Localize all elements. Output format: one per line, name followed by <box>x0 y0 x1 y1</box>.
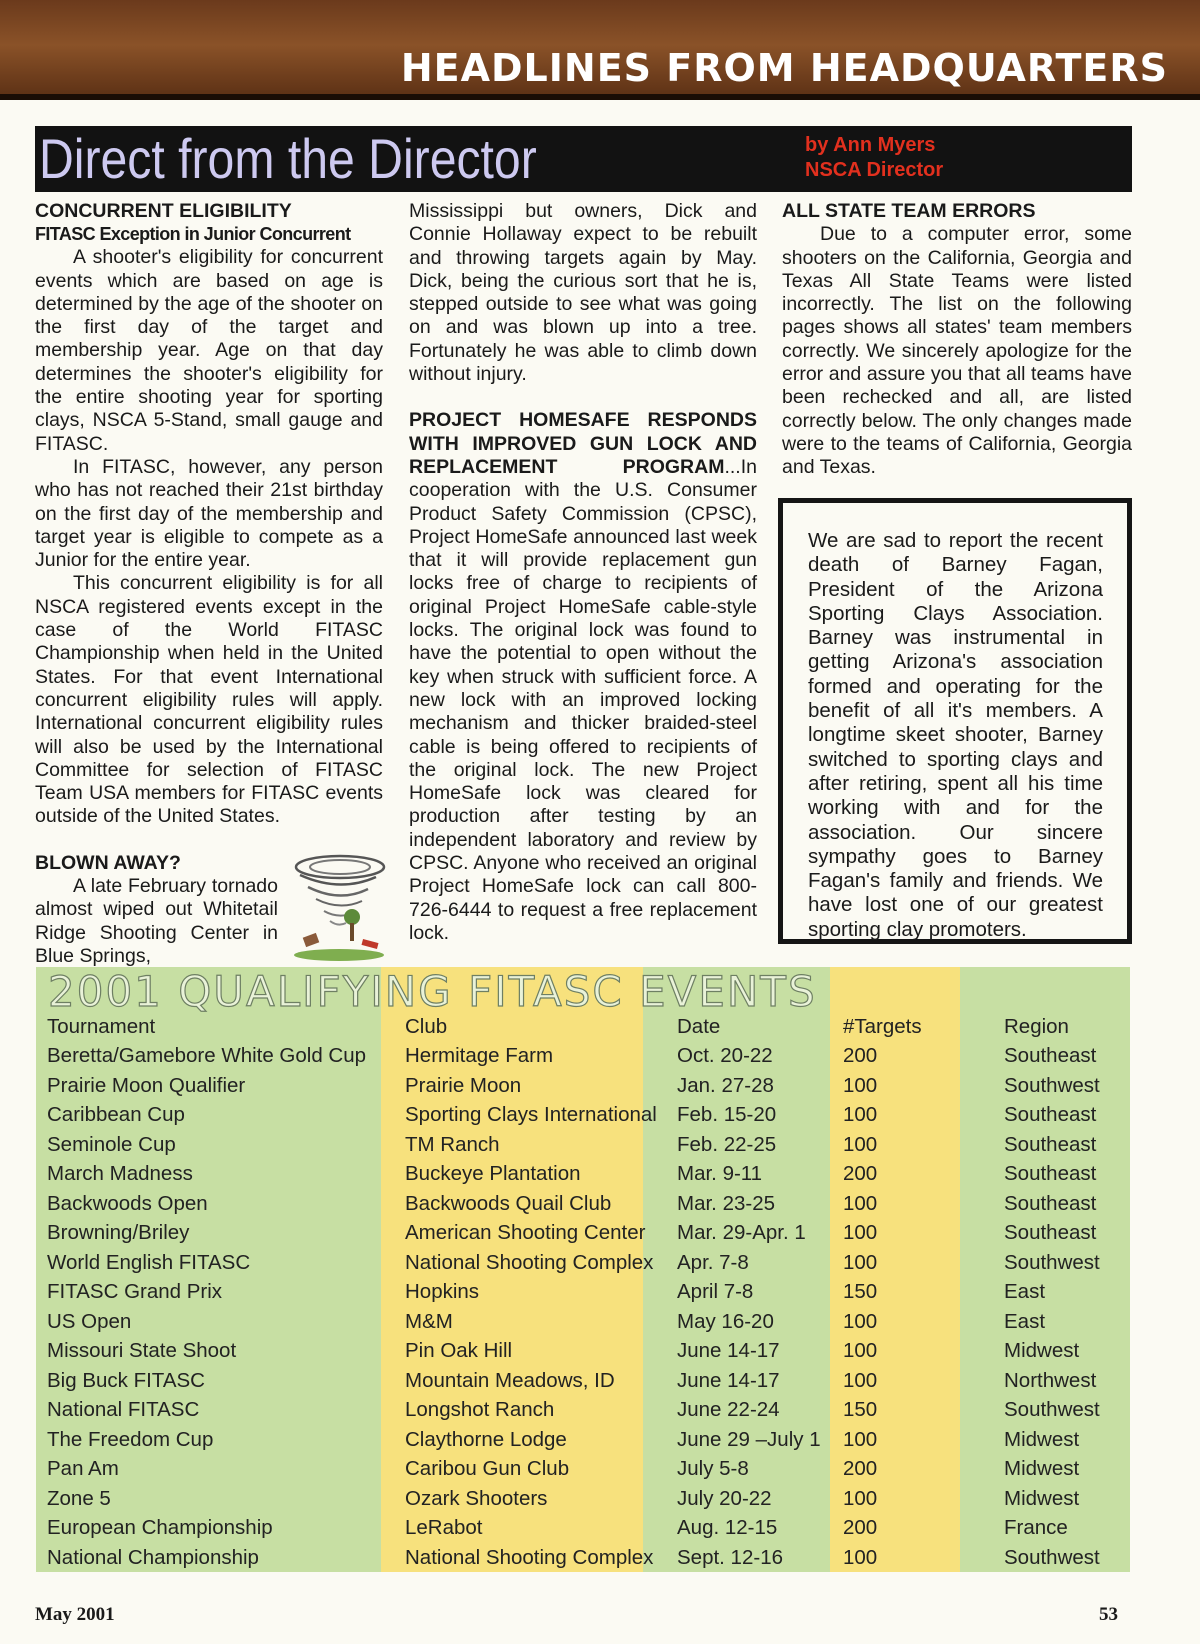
event-targets: 200 <box>843 1162 878 1185</box>
section-header: HEADLINES FROM HEADQUARTERS <box>400 46 1168 90</box>
event-date: Jan. 27-28 <box>677 1073 774 1097</box>
column-1 <box>35 200 383 968</box>
event-region: Southwest <box>1004 1250 1100 1274</box>
event-tournament: Beretta/Gamebore White Gold Cup <box>47 1044 367 1067</box>
event-tournament: National FITASC <box>47 1398 200 1421</box>
header-region: Region <box>1004 1015 1069 1038</box>
event-club: Prairie Moon <box>405 1073 522 1097</box>
event-club: Hermitage Farm <box>405 1044 554 1067</box>
event-region: Southeast <box>1004 1132 1097 1156</box>
event-row <box>36 1454 1130 1483</box>
homesafe-body: In cooperation with the U.S. Consumer Product Safety Commission (CPSC), Project HomeSafe announced last week that it will provide replacement gun locks free of charge to recipients of original Project HomeSafe cable-style locks. The original lock was found to have the potential to open without the key when struck with sufficient force. A new lock with an improved locking mechanism and thicker braided-steel cable is being offered to recipients of the original lock. The new Project HomeSafe lock was cleared for production after testing by an independent laboratory and review by CPSC. Anyone who received an original Project HomeSafe lock can call 800-726-6444 to request a free replacement lock. <box>409 455 757 944</box>
event-club: LeRabot <box>405 1516 483 1539</box>
event-row <box>36 1248 1130 1277</box>
eligibility-paragraph-1: A shooter's eligibility for concurrent events which are based on age is determined by the age of the shooter on the first day of the target and membership year. Age on that day determines the shooter's eligibility for the entire shooting year for sporting clays, NSCA 5-Stand, small gauge and FITASC. <box>35 246 383 455</box>
event-targets: 150 <box>843 1280 878 1303</box>
memorial-text: We are sad to report the recent death of Barney Fagan, President of the Arizona Sporting Clays Association. Barney was instrumental in getting Arizona's association formed and operating for the benefit of all it's members. A longtime skeet shooter, Barney switched to sporting clays and after retiring, spent all his time working with and for the association. Our sincere sympathy goes to Barney Fagan's family and friends. We have lost one of our greatest sporting clay promoters. <box>808 529 1103 941</box>
event-club: Sporting Clays International <box>405 1103 657 1126</box>
eligibility-paragraph-3: This concurrent eligibility is for all NSCA registered events except in the case of the World FITASC Championship when held in the United States. For that event International concurrent eligibility rules will apply. International concurrent eligibility rules will also be used by the International Committee for selection of FITASC Team USA members for FITASC events outside of the United States. <box>35 572 383 828</box>
event-row <box>36 1189 1130 1218</box>
event-region: Southeast <box>1004 1221 1097 1244</box>
blown-away-continued: Mississippi but owners, Dick and Connie Hollaway expect to be rebuilt and throwing targets again by May. Dick, being the curious sort that he is, stepped outside to see what was going on and was blown up into a tree. Fortunately he was able to climb down without injury. <box>409 200 757 386</box>
event-date: Mar. 29-Apr. 1 <box>677 1221 806 1244</box>
footer-issue: May 2001 <box>35 1604 115 1625</box>
event-region: Southeast <box>1004 1103 1097 1126</box>
event-targets: 200 <box>843 1516 878 1539</box>
events-title: 2001 QUALIFYING FITASC EVENTS <box>48 967 817 1016</box>
event-date: Apr. 7-8 <box>677 1250 749 1274</box>
event-targets: 100 <box>843 1103 878 1126</box>
event-date: Feb. 22-25 <box>677 1132 777 1156</box>
footer-page-number: 53 <box>1099 1604 1118 1625</box>
event-region: Southeast <box>1004 1044 1097 1067</box>
event-region: Midwest <box>1004 1457 1080 1480</box>
event-region: Southeast <box>1004 1191 1097 1215</box>
event-club: Buckeye Plantation <box>405 1162 581 1185</box>
event-tournament: Seminole Cup <box>47 1132 176 1156</box>
event-tournament: Big Buck FITASC <box>47 1368 205 1392</box>
event-targets: 100 <box>843 1250 878 1274</box>
event-region: Southwest <box>1004 1398 1100 1421</box>
event-date: Oct. 20-22 <box>677 1044 773 1067</box>
header-targets: #Targets <box>843 1015 922 1038</box>
event-tournament: Missouri State Shoot <box>47 1339 237 1362</box>
event-tournament: Zone 5 <box>47 1486 111 1510</box>
event-targets: 100 <box>843 1339 878 1362</box>
event-targets: 100 <box>843 1486 878 1510</box>
byline-author: by Ann Myers <box>805 134 936 156</box>
concurrent-eligibility-heading: CONCURRENT ELIGIBILITY <box>35 200 292 222</box>
event-region: France <box>1004 1516 1068 1539</box>
event-club: Mountain Meadows, ID <box>405 1368 615 1392</box>
event-targets: 100 <box>843 1545 878 1569</box>
event-club: Claythorne Lodge <box>405 1427 567 1451</box>
event-club: Caribou Gun Club <box>405 1457 570 1480</box>
event-region: Midwest <box>1004 1427 1080 1451</box>
event-tournament: The Freedom Cup <box>47 1427 214 1451</box>
event-targets: 150 <box>843 1398 878 1421</box>
header-date: Date <box>677 1015 721 1038</box>
column-2 <box>409 200 757 945</box>
event-row <box>36 1484 1130 1513</box>
event-tournament: Browning/Briley <box>47 1221 190 1244</box>
column-3 <box>782 200 1132 480</box>
event-region: Midwest <box>1004 1486 1080 1510</box>
event-region: Southwest <box>1004 1073 1100 1097</box>
event-tournament: Prairie Moon Qualifier <box>47 1073 246 1097</box>
event-targets: 100 <box>843 1221 878 1244</box>
event-targets: 200 <box>843 1457 878 1480</box>
event-region: Midwest <box>1004 1339 1080 1362</box>
event-row <box>36 1425 1130 1454</box>
event-tournament: US Open <box>47 1309 132 1333</box>
all-state-errors-heading: ALL STATE TEAM ERRORS <box>782 200 1036 222</box>
event-date: Aug. 12-15 <box>677 1516 778 1539</box>
event-club: Hopkins <box>405 1280 480 1303</box>
event-row <box>36 1100 1130 1129</box>
event-club: Ozark Shooters <box>405 1486 548 1510</box>
event-targets: 100 <box>843 1191 878 1215</box>
event-row <box>36 1130 1130 1159</box>
event-targets: 200 <box>843 1044 878 1067</box>
events-table <box>36 967 1130 1572</box>
event-targets: 100 <box>843 1132 878 1156</box>
event-date: June 22-24 <box>677 1398 780 1421</box>
event-tournament: European Championship <box>47 1516 273 1539</box>
page-title: Direct from the Director <box>39 127 537 190</box>
all-state-errors-paragraph: Due to a computer error, some shooters on the California, Georgia and Texas All State Teams were listed incorrectly. The list on the following pages shows all states' team members correctly. We sincerely apologize for the error and assure you that all teams have been rechecked and all, are listed correctly below. The only changes made were to the teams of California, Georgia and Texas. <box>782 223 1132 479</box>
event-targets: 100 <box>843 1427 878 1451</box>
event-date: Mar. 9-11 <box>677 1162 763 1185</box>
blown-away-heading: BLOWN AWAY? <box>35 851 181 874</box>
header-club: Club <box>405 1015 448 1038</box>
tornado-illustration <box>284 853 389 963</box>
event-club: Pin Oak Hill <box>405 1339 513 1362</box>
event-date: April 7-8 <box>677 1280 754 1303</box>
event-date: Feb. 15-20 <box>677 1103 777 1126</box>
event-region: Southeast <box>1004 1162 1097 1185</box>
title-bar <box>35 126 1132 192</box>
event-date: July 20-22 <box>677 1486 772 1510</box>
homesafe-heading: PROJECT HOMESAFE RESPONDS WITH IMPROVED GUN LOCK AND REPLACEMENT PROGRAM <box>409 409 757 478</box>
event-row <box>36 1366 1130 1395</box>
event-tournament: FITASC Grand Prix <box>47 1280 223 1303</box>
event-targets: 100 <box>843 1073 878 1097</box>
byline-role: NSCA Director <box>805 159 944 181</box>
event-region: East <box>1004 1280 1046 1303</box>
eligibility-paragraph-2: In FITASC, however, any person who has not reached their 21st birthday on the first day of the membership and target year is eligible to compete as a Junior for the entire year. <box>35 455 383 572</box>
header-tournament: Tournament <box>47 1015 156 1038</box>
event-row <box>36 1513 1130 1542</box>
event-date: Mar. 23-25 <box>677 1191 775 1215</box>
event-tournament: Pan Am <box>47 1457 119 1480</box>
events-header-row <box>36 1012 1130 1041</box>
event-row <box>36 1395 1130 1424</box>
event-row <box>36 1307 1130 1336</box>
homesafe-ellipsis: ... <box>724 455 741 478</box>
fitasc-exception-subheading: FITASC Exception in Junior Concurrent <box>35 224 351 245</box>
event-targets: 100 <box>843 1309 878 1333</box>
event-region: Northwest <box>1004 1368 1097 1392</box>
memorial-box <box>778 498 1132 944</box>
event-tournament: World English FITASC <box>47 1250 251 1274</box>
event-tournament: Backwoods Open <box>47 1191 208 1215</box>
event-club: National Shooting Complex <box>405 1545 654 1569</box>
event-date: May 16-20 <box>677 1309 774 1333</box>
event-row <box>36 1071 1130 1100</box>
event-tournament: March Madness <box>47 1162 193 1185</box>
header-rule <box>0 94 1200 100</box>
event-club: Longshot Ranch <box>405 1398 555 1421</box>
event-date: July 5-8 <box>677 1457 749 1480</box>
event-row <box>36 1277 1130 1306</box>
event-club: National Shooting Complex <box>405 1250 654 1274</box>
event-targets: 100 <box>843 1368 878 1392</box>
event-row <box>36 1159 1130 1188</box>
event-row <box>36 1041 1130 1070</box>
event-tournament: National Championship <box>47 1545 259 1569</box>
event-region: East <box>1004 1309 1046 1333</box>
event-club: Backwoods Quail Club <box>405 1191 612 1215</box>
event-row <box>36 1218 1130 1247</box>
event-date: June 14-17 <box>677 1368 780 1392</box>
event-date: June 29 –July 1 <box>677 1427 821 1451</box>
event-tournament: Caribbean Cup <box>47 1103 185 1126</box>
event-date: June 14-17 <box>677 1339 780 1362</box>
event-date: Sept. 12-16 <box>677 1545 783 1569</box>
blown-away-paragraph: A late February tornado almost wiped out Whitetail Ridge Shooting Center in Blue Springs, <box>35 875 278 967</box>
byline <box>805 133 943 183</box>
event-club: TM Ranch <box>405 1132 500 1156</box>
event-row <box>36 1336 1130 1365</box>
homesafe-paragraph <box>409 409 757 945</box>
event-region: Southwest <box>1004 1545 1100 1569</box>
event-row <box>36 1543 1130 1572</box>
event-club: M&M <box>405 1309 453 1333</box>
event-club: American Shooting Center <box>405 1221 646 1244</box>
